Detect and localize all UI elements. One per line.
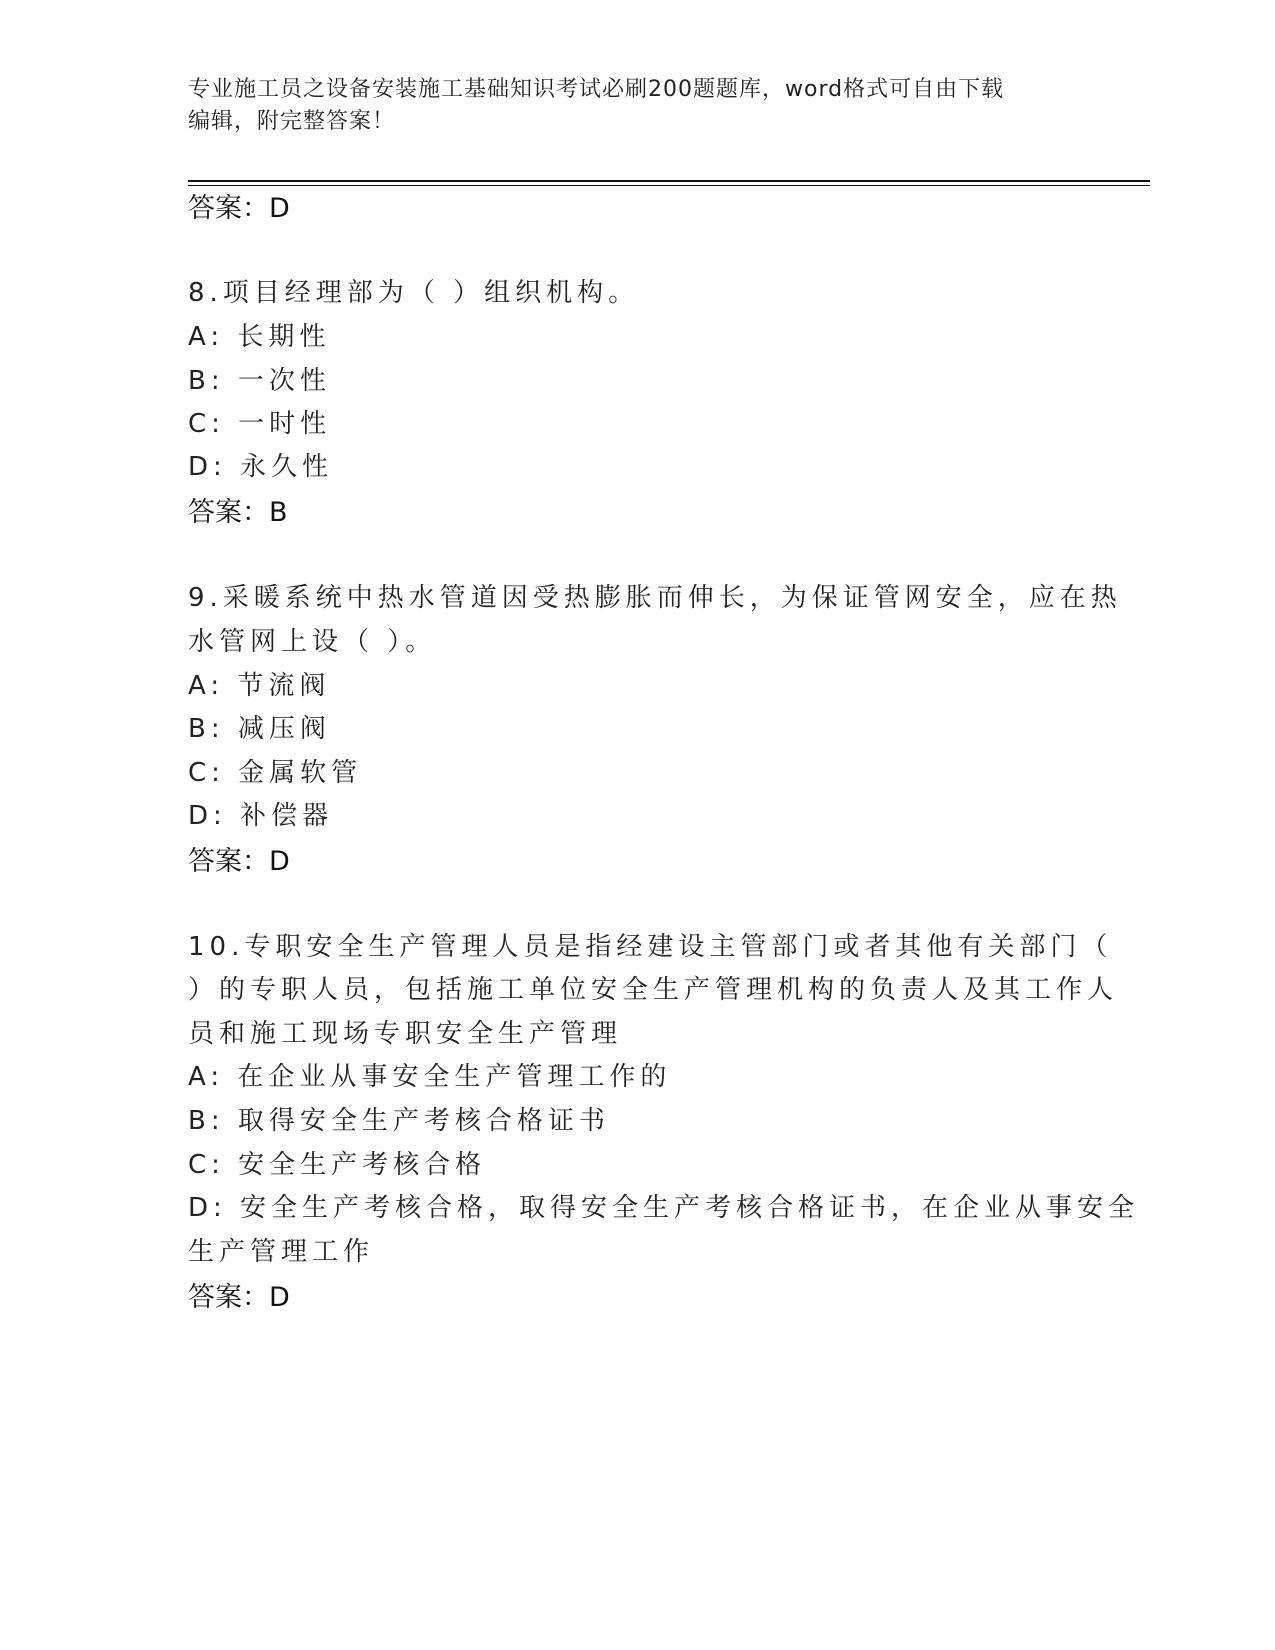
question-8-option-d: D: 永久性 — [188, 452, 334, 482]
question-9-text-line-1: 9.采暖系统中热水管道因受热膨胀而伸长，为保证管网安全，应在热 — [188, 583, 1122, 613]
question-9-option-c: C: 金属软管 — [188, 758, 363, 788]
question-9-answer: 答案：D — [188, 846, 290, 877]
question-8-answer: 答案：B — [188, 497, 288, 528]
question-10-option-d-line-2: 生产管理工作 — [188, 1237, 375, 1267]
question-8-option-c: C: 一时性 — [188, 409, 332, 439]
question-8-option-b: B: 一次性 — [188, 366, 331, 396]
answer-previous: 答案：D — [188, 193, 290, 224]
question-10-text-line-2: ）的专职人员，包括施工单位安全生产管理机构的负责人及其工作人 — [188, 975, 1119, 1005]
question-8-option-a: A: 长期性 — [188, 322, 331, 352]
question-10-option-b: B: 取得安全生产考核合格证书 — [188, 1106, 610, 1136]
question-10-option-c: C: 安全生产考核合格 — [188, 1150, 487, 1180]
question-10-text-line-3: 员和施工现场专职安全生产管理 — [188, 1019, 623, 1049]
question-10-answer: 答案：D — [188, 1282, 290, 1313]
question-10-option-d-line-1: D: 安全生产考核合格，取得安全生产考核合格证书，在企业从事安全 — [188, 1193, 1140, 1223]
question-8-text: 8.项目经理部为（ ）组织机构。 — [188, 278, 640, 308]
question-10-option-a: A: 在企业从事安全生产管理工作的 — [188, 1062, 672, 1092]
header-line-2: 编辑，附完整答案！ — [188, 109, 396, 134]
question-10-text-line-1: 10.专职安全生产管理人员是指经建设主管部门或者其他有关部门（ — [188, 932, 1113, 962]
question-9-option-d: D: 补偿器 — [188, 801, 334, 831]
question-9-option-a: A: 节流阀 — [188, 671, 331, 701]
question-9-text-line-2: 水管网上设（ ）。 — [188, 627, 437, 657]
question-9-option-b: B: 减压阀 — [188, 714, 331, 744]
header-line-1: 专业施工员之设备安装施工基础知识考试必刷200题题库，word格式可自由下载 — [188, 77, 1005, 102]
header-divider — [188, 180, 1150, 186]
document-header — [188, 74, 1068, 138]
